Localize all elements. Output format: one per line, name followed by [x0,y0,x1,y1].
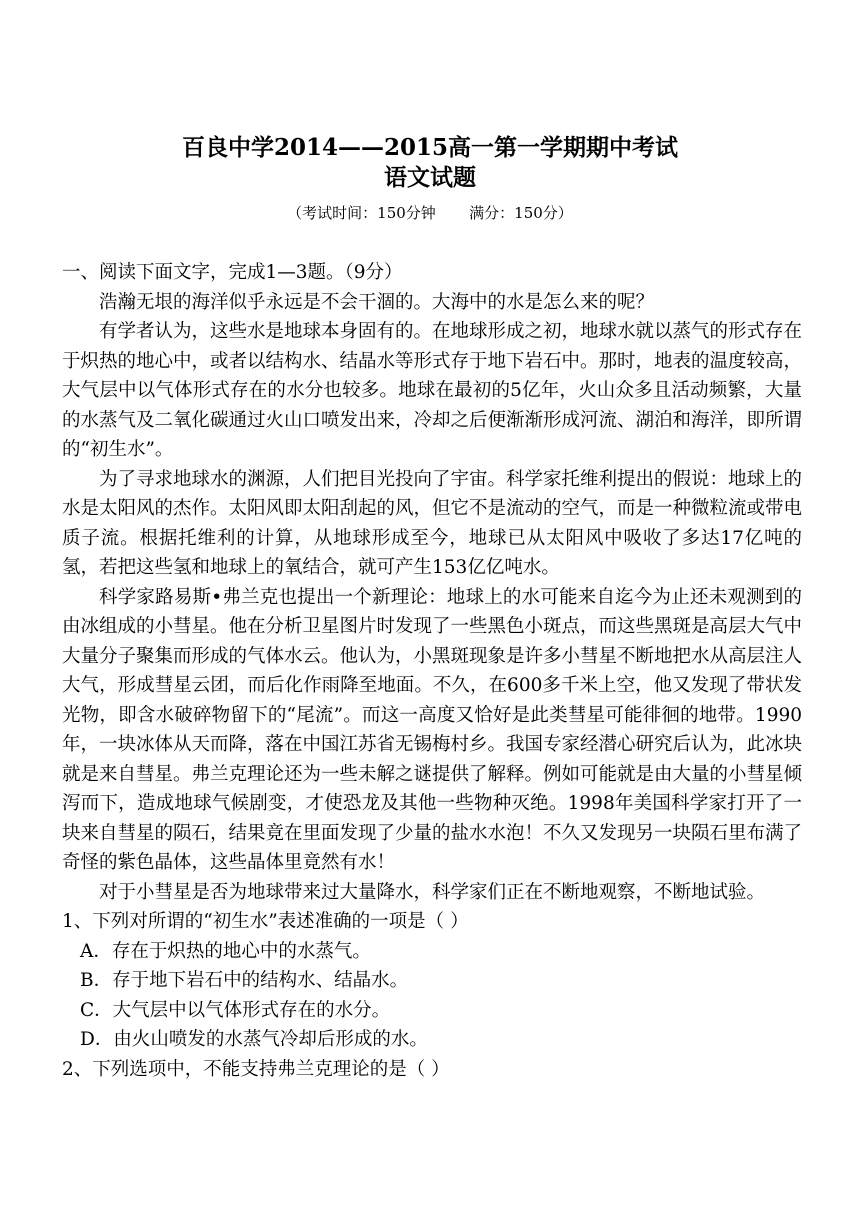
exam-subtitle: 语文试题 [384,164,476,191]
passage-paragraph: 为了寻求地球水的渊源，人们把目光投向了宇宙。科学家托维利提出的假说：地球上的水是太阳风的杰作。太阳风即太阳刮起的风，但它不是流动的空气，而是一种微粒流或带电质子流。根据托维利的计算，从地球形成至今，地球已从太阳风中吸收了多达17亿吨的氢，若把这些氢和地球上的氧结合，就可产生153亿亿吨水。 [62,468,803,578]
question-1-option-a: A．存在于炽热的地心中的水蒸气。 [80,940,371,962]
passage-paragraph: 科学家路易斯•弗兰克也提出一个新理论：地球上的水可能来自迄今为止还未观测到的由冰组成的小彗星。他在分析卫星图片时发现了一些黑色小斑点，而这些黑斑是高层大气中大量分子聚集而形成的气体水云。他认为，小黑斑现象是许多小彗星不断地把水从高层注人大气，形成彗星云团，而后化作雨降至地面。不久，在600多千米上空，他又发现了带状发光物，即含水破碎物留下的“尾流”。而这一高度又恰好是此类彗星可能徘徊的地带。1990年，一块冰体从天而降，落在中国江苏省无锡梅村乡。我国专家经潜心研究后认为，此冰块就是来自彗星。弗兰克理论还为一些未解之谜提供了解释。例如可能就是由大量的小彗星倾泻而下，造成地球气候剧变，才使恐龙及其他一些物种灭绝。1998年美国科学家打开了一块来自彗星的陨石，结果竟在里面发现了少量的盐水水泡！不久又发现另一块陨石里布满了奇怪的紫色晶体，这些晶体里竟然有水！ [62,586,803,873]
question-1-option-c: C．大气层中以气体形式存在的水分。 [80,999,391,1021]
question-2-stem: 2、下列选项中，不能支持弗兰克理论的是（ ） [62,1058,450,1080]
question-1-option-d: D．由火山喷发的水蒸气冷却后形成的水。 [80,1029,428,1050]
passage-paragraph: 浩瀚无垠的海洋似乎永远是不会干涸的。大海中的水是怎么来的呢？ [99,291,655,313]
exam-title: 百良中学2014——2015高一第一学期期中考试 [181,134,679,161]
section-heading: 一、阅读下面文字，完成1—3题。（9分） [62,262,403,283]
passage-paragraph: 有学者认为，这些水是地球本身固有的。在地球形成之初，地球水就以蒸气的形式存在于炽热的地心中，或者以结构水、结晶水等形式存于地下岩石中。那时，地表的温度较高，大气层中以气体形式存在的水分也较多。地球在最初的5亿年，火山众多且活动频繁，大量的水蒸气及二氧化碳通过火山口喷发出来，冷却之后便渐渐形成河流、湖泊和海洋，即所谓的“初生水”。 [62,321,803,460]
reading-section [62,258,802,1084]
passage-paragraph: 对于小彗星是否为地球带来过大量降水，科学家们正在不断地观察，不断地试验。 [99,881,766,903]
question-1-option-b: B．存于地下岩石中的结构水、结晶水。 [80,970,409,991]
question-1-stem: 1、下列对所谓的“初生水”表述准确的一项是（ ） [62,911,469,932]
exam-time-score: （考试时间：150分钟 满分：150分） [287,204,573,222]
